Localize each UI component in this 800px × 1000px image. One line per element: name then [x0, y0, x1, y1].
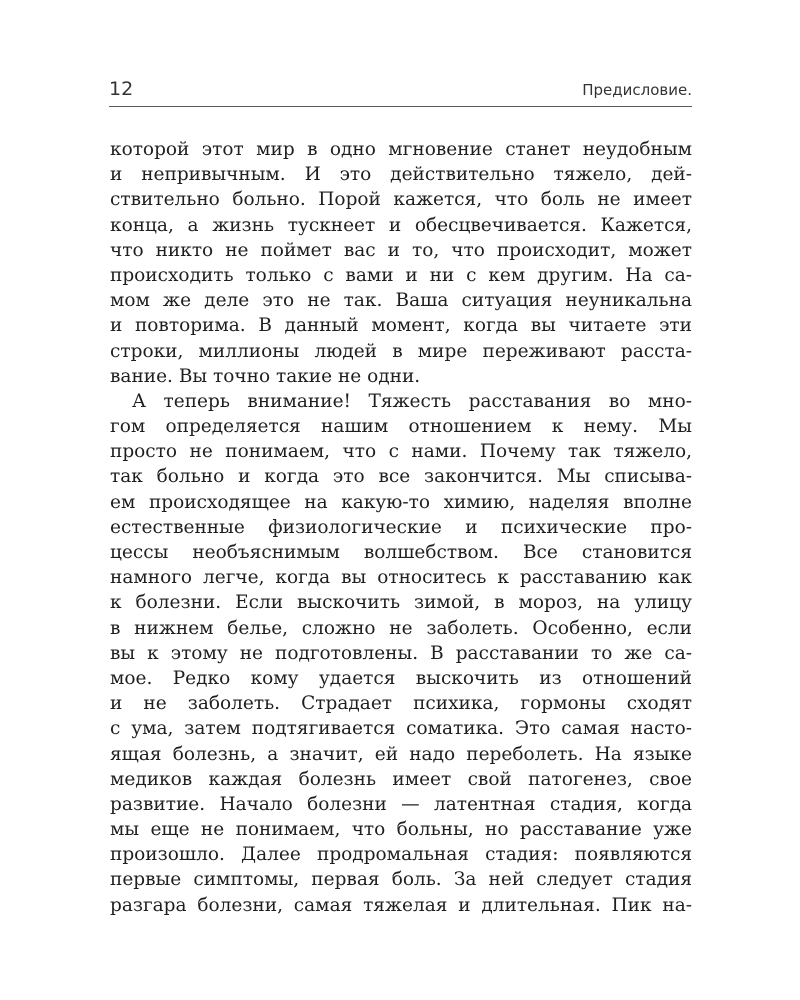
text-line: гом определяется нашим отношением к нему. Мы [110, 416, 692, 438]
paragraph [110, 137, 692, 389]
text-line: с ума, затем подтягивается соматика. Это самая насто- [110, 718, 692, 740]
text-line: ствительно больно. Порой кажется, что боль не имеет [110, 189, 692, 211]
text-line: ящая болезнь, а значит, ей надо переболеть. На языке [110, 743, 692, 765]
text-line: цессы необъяснимым волшебством. Все становится [110, 542, 692, 563]
text-line: развитие. Начало болезни — латентная стадия, когда [110, 793, 692, 815]
text-line: строки, миллионы людей в мире переживают расста- [110, 340, 692, 362]
text-line: естественные физиологические и психические про- [110, 516, 692, 538]
text-line: происходить только с вами и ни с кем другим. На са- [110, 264, 692, 286]
running-header [109, 76, 692, 102]
text-line: так больно и когда это все закончится. Мы списыва- [110, 466, 692, 488]
text-line: первые симптомы, первая боль. За ней следует стадия [110, 869, 692, 891]
text-line: конца, а жизнь тускнеет и обесцвечивается. Кажется, [110, 214, 692, 236]
chapter-title: Предисловие. [582, 81, 692, 99]
text-line: разгара болезни, самая тяжелая и длительная. Пик на- [110, 894, 692, 916]
text-line: ем происходящее на какую-то химию, наделяя вполне [110, 491, 692, 513]
text-line: и повторима. В данный момент, когда вы читаете эти [110, 315, 692, 337]
text-line: и не заболеть. Страдает психика, гормоны сходят [110, 693, 692, 715]
paragraph [110, 389, 692, 918]
text-line: вы к этому не подготовлены. В расставании то же са- [110, 642, 692, 664]
text-line: просто не понимаем, что с нами. Почему так тяжело, [110, 441, 692, 463]
text-line: намного легче, когда вы относитесь к расставанию как [110, 567, 692, 589]
text-line: мом же деле это не так. Ваша ситуация неуникальна [110, 290, 692, 312]
text-line: вание. Вы точно такие не одни. [110, 365, 421, 387]
body-text [110, 137, 692, 918]
text-line: которой этот мир в одно мгновение станет неудобным [110, 139, 692, 160]
text-line: А теперь внимание! Тяжесть расставания во мно- [132, 390, 692, 412]
text-line: в нижнем белье, сложно не заболеть. Особенно, если [110, 617, 692, 639]
header-divider [109, 106, 692, 107]
text-line: что никто не поймет вас и то, что происходит, может [110, 239, 692, 261]
text-line: медиков каждая болезнь имеет свой патогенез, свое [110, 768, 692, 790]
text-line: мы еще не понимаем, что больны, но расставание уже [110, 819, 692, 841]
text-line: и непривычным. И это действительно тяжело, дей- [110, 164, 692, 186]
page-number: 12 [109, 78, 134, 100]
text-line: произошло. Далее продромальная стадия: появляются [110, 844, 692, 866]
text-line: мое. Редко кому удается выскочить из отношений [110, 667, 692, 689]
text-line: к болезни. Если выскочить зимой, в мороз, на улицу [110, 592, 692, 614]
